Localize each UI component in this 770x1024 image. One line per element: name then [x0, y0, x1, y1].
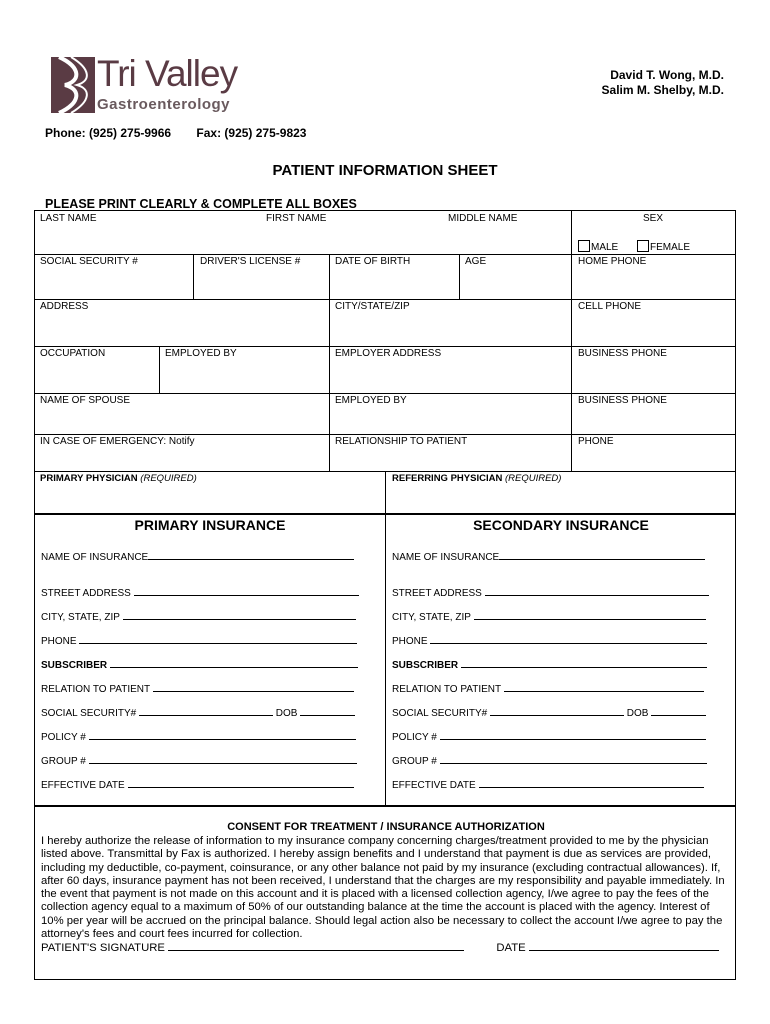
emergency-phone-label: PHONE	[578, 436, 614, 447]
primary-effective-date-field[interactable]: EFFECTIVE DATE	[41, 778, 354, 791]
emergency-label: IN CASE OF EMERGENCY: Notify	[40, 436, 195, 447]
secondary-phone-field[interactable]: PHONE	[392, 634, 707, 647]
sex-label: SEX	[643, 213, 664, 224]
phone-number: Phone: (925) 275-9966	[45, 126, 172, 140]
employer-address-label: EMPLOYER ADDRESS	[335, 348, 442, 359]
primary-insurance-title: PRIMARY INSURANCE	[134, 517, 286, 533]
middle-name-label: MIDDLE NAME	[448, 213, 518, 224]
row-divider	[35, 299, 735, 300]
sex-male-option[interactable]: MALE	[578, 240, 618, 253]
ssn-label: SOCIAL SECURITY #	[40, 256, 138, 267]
employed-by-label: EMPLOYED BY	[165, 348, 237, 359]
col-divider	[571, 211, 572, 471]
primary-street-address-field[interactable]: STREET ADDRESS	[41, 586, 359, 599]
insurance-divider	[385, 515, 386, 805]
primary-subscriber-field[interactable]: SUBSCRIBER	[41, 658, 358, 671]
secondary-policy-field[interactable]: POLICY #	[392, 730, 706, 743]
cell-phone-label: CELL PHONE	[578, 301, 641, 312]
logo-mark-icon	[51, 57, 95, 113]
row-divider	[35, 346, 735, 347]
col-divider	[193, 254, 194, 299]
age-label: AGE	[465, 256, 487, 267]
signature-field[interactable]: PATIENT'S SIGNATURE	[41, 942, 464, 954]
patient-info-table	[34, 210, 736, 514]
secondary-relation-field[interactable]: RELATION TO PATIENT	[392, 682, 704, 695]
col-divider	[459, 254, 460, 299]
first-name-label: FIRST NAME	[266, 213, 327, 224]
address-label: ADDRESS	[40, 301, 89, 312]
logo-subtitle: Gastroenterology	[97, 96, 231, 113]
consent-section	[34, 806, 736, 980]
col-divider	[329, 434, 330, 471]
row-divider	[35, 254, 735, 255]
consent-title: CONSENT FOR TREATMENT / INSURANCE AUTHORIZATION	[227, 821, 545, 833]
consent-text: I hereby authorize the release of information to my insurance company concerning charges/treatment provided to me by the physician listed above. Transmittal by Fax is authorized. I hereby assign benefits and I understand that payment is due as services are provided, including my deductible, co-payment, coinsurance, or any other balance not paid by my insurance (excluding contractual allowances). If, after 60 days, insurance payment has not been received, I understand that the charges are my responsibility and payable immediately. In the event that payment is not made on this account and it is placed with a licensed collection agency, I/we agree to pay the fees of the collection agency equal to a maximum of 50% of our outstanding balance at the time the account is placed with the agency. Interest of 10% per year will be accrued on the principal balance. Should legal action also be necessary to collect the account I/we agree to pay the attorney's fees and court fees incurred for collection.	[41, 835, 725, 941]
business-phone-label: BUSINESS PHONE	[578, 348, 667, 359]
relationship-label: RELATIONSHIP TO PATIENT	[335, 436, 468, 447]
col-divider	[159, 346, 160, 393]
last-name-label: LAST NAME	[40, 213, 97, 224]
col-divider	[385, 471, 386, 514]
referring-physician-label: REFERRING PHYSICIAN (REQUIRED)	[392, 473, 562, 484]
dob-label: DATE OF BIRTH	[335, 256, 411, 267]
primary-city-state-zip-field[interactable]: CITY, STATE, ZIP	[41, 610, 356, 623]
secondary-name-of-insurance-field[interactable]: NAME OF INSURANCE	[392, 550, 705, 563]
secondary-insurance-title: SECONDARY INSURANCE	[473, 517, 649, 533]
col-divider	[329, 299, 330, 346]
col-divider	[329, 254, 330, 299]
logo-title: Tri Valley	[97, 53, 238, 94]
date-field[interactable]: DATE	[496, 942, 718, 954]
form-instruction: PLEASE PRINT CLEARLY & COMPLETE ALL BOXES	[45, 197, 357, 211]
home-phone-label: HOME PHONE	[578, 256, 647, 267]
secondary-effective-date-field[interactable]: EFFECTIVE DATE	[392, 778, 704, 791]
spouse-name-label: NAME OF SPOUSE	[40, 395, 131, 406]
drivers-license-label: DRIVER'S LICENSE #	[200, 256, 301, 267]
doctor-1: David T. Wong, M.D.	[610, 68, 724, 82]
secondary-social-security-field[interactable]: SOCIAL SECURITY# DOB	[392, 706, 706, 719]
occupation-label: OCCUPATION	[40, 348, 106, 359]
primary-relation-field[interactable]: RELATION TO PATIENT	[41, 682, 354, 695]
primary-physician-label: PRIMARY PHYSICIAN (REQUIRED)	[40, 473, 197, 484]
secondary-city-state-zip-field[interactable]: CITY, STATE, ZIP	[392, 610, 706, 623]
signature-row	[41, 941, 719, 954]
city-state-zip-label: CITY/STATE/ZIP	[335, 301, 410, 312]
spouse-business-phone-label: BUSINESS PHONE	[578, 395, 667, 406]
col-divider	[329, 346, 330, 393]
primary-phone-field[interactable]: PHONE	[41, 634, 357, 647]
sex-female-option[interactable]: FEMALE	[637, 240, 690, 253]
primary-social-security-field[interactable]: SOCIAL SECURITY# DOB	[41, 706, 355, 719]
row-divider	[35, 434, 735, 435]
fax-number: Fax: (925) 275-9823	[196, 126, 307, 140]
doctor-2: Salim M. Shelby, M.D.	[601, 83, 724, 97]
form-title: PATIENT INFORMATION SHEET	[272, 162, 498, 179]
row-divider	[35, 393, 735, 394]
col-divider	[329, 393, 330, 434]
secondary-street-address-field[interactable]: STREET ADDRESS	[392, 586, 709, 599]
contact-info	[45, 126, 328, 140]
doctor-list	[602, 68, 724, 98]
primary-name-of-insurance-field[interactable]: NAME OF INSURANCE	[41, 550, 354, 563]
secondary-subscriber-field[interactable]: SUBSCRIBER	[392, 658, 707, 671]
secondary-group-field[interactable]: GROUP #	[392, 754, 707, 767]
insurance-section	[34, 514, 736, 806]
male-checkbox[interactable]	[578, 240, 590, 252]
female-checkbox[interactable]	[637, 240, 649, 252]
spouse-employed-by-label: EMPLOYED BY	[335, 395, 407, 406]
primary-group-field[interactable]: GROUP #	[41, 754, 357, 767]
primary-policy-field[interactable]: POLICY #	[41, 730, 356, 743]
